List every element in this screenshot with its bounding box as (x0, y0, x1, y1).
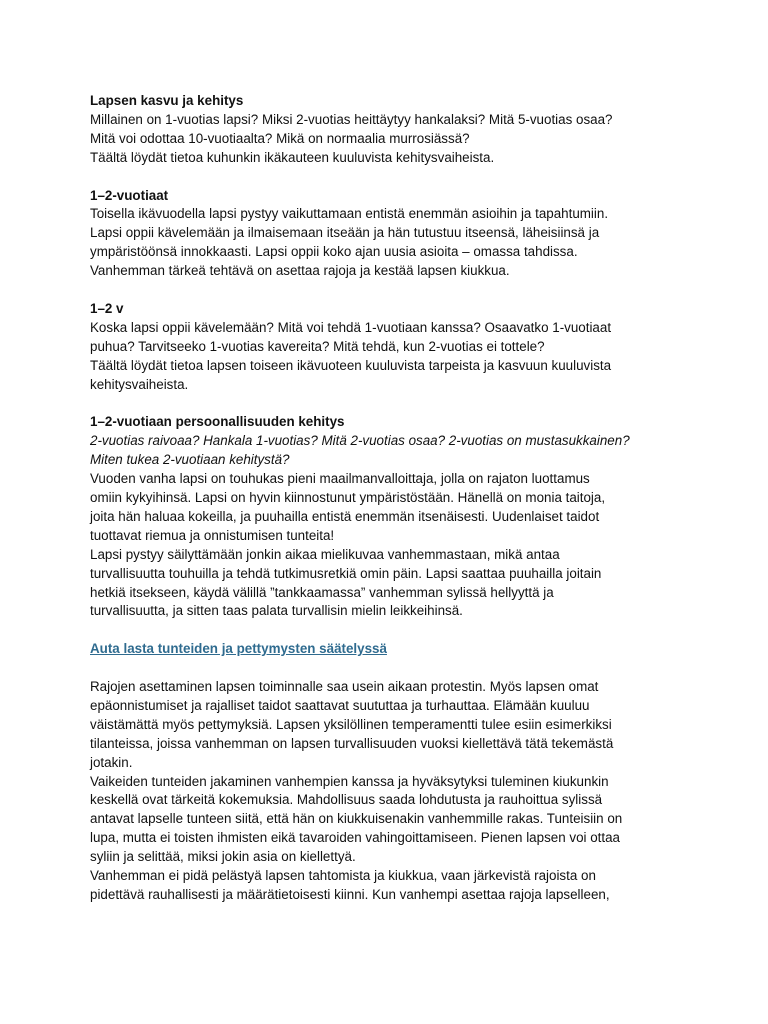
text-line: jotakin. (90, 754, 133, 770)
text-line: Vanhemman tärkeä tehtävä on asettaa rajoja ja kestää lapsen kiukkua. (90, 263, 510, 279)
text-line: keskellä ovat tärkeitä kokemuksia. Mahdollisuus saada lohdutusta ja rauhoittua sylissä (90, 792, 603, 808)
text-line: syliin ja selittää, miksi jokin asia on kiellettyä. (90, 849, 356, 865)
text-line: pidettävä rauhallisesti ja määrätietoisesti kiinni. Kun vanhempi asettaa rajoja lapselleen, (90, 886, 610, 902)
heading-toddlers: 1–2-vuotiaat (90, 187, 169, 203)
text-line: Täältä löydät tietoa kuhunkin ikäkauteen kuuluvista kehitysvaiheista. (90, 149, 495, 165)
text-line: väistämättä myös pettymyksiä. Lapsen yksilöllinen temperamentti tulee esiin esimerkiksi (90, 716, 612, 732)
text-line: hetkiä itsekseen, käydä välillä ”tankkaamassa” vanhemman sylissä hellyyttä ja (90, 584, 554, 600)
paragraph-gap (90, 394, 690, 413)
text-line: Lapsi oppii kävelemään ja ilmaisemaan itseään ja hän tutustuu itseensä, läheisiinsä ja (90, 225, 600, 241)
text-line: omiin kykyihinsä. Lapsi on hyvin kiinnostunut ympäristöstään. Hänellä on monia taitoja, (90, 489, 606, 505)
text-line: Lapsi pystyy säilyttämään jonkin aikaa mielikuvaa vanhemmastaan, mikä antaa (90, 546, 560, 562)
text-line: Vanhemman ei pidä pelästyä lapsen tahtomista ja kiukkua, vaan järkevistä rajoista on (90, 868, 596, 884)
italic-line: Miten tukea 2-vuotiaan kehitystä? (90, 452, 290, 468)
italic-line: 2-vuotias raivoaa? Hankala 1-vuotias? Mitä 2-vuotias osaa? 2-vuotias on mustasukkainen? (90, 433, 630, 449)
text-line: lupa, mutta ei toisten ihmisten eikä tavaroiden vahingoittamiseen. Pienen lapsen voi ottaa (90, 830, 620, 846)
text-line: Vuoden vanha lapsi on touhukas pieni maailmanvalloittaja, jolla on rajaton luottamus (90, 471, 590, 487)
heading-personality: 1–2-vuotiaan persoonallisuuden kehitys (90, 414, 345, 430)
text-line: puhua? Tarvitseeko 1-vuotias kavereita? Mitä tehdä, kun 2-vuotias ei tottele? (90, 338, 545, 354)
text-line: Täältä löydät tietoa lapsen toiseen ikävuoteen kuuluvista tarpeista ja kasvuun kuuluvista (90, 357, 612, 373)
paragraph-gap (90, 659, 690, 678)
text-line: tuottavat riemua ja onnistumisen tunteita! (90, 527, 335, 543)
text-line: ympäristöönsä innokkaasti. Lapsi oppii koko ajan uusia asioita – omassa tahdissa. (90, 244, 578, 260)
text-line: Koska lapsi oppii kävelemään? Mitä voi tehdä 1-vuotiaan kanssa? Osaavatko 1-vuotiaat (90, 319, 612, 335)
text-line: joita hän haluaa kokeilla, ja puuhailla entistä enemmän itsenäisesti. Uudenlaiset taidot (90, 508, 600, 524)
text-line: Vaikeiden tunteiden jakaminen vanhempien kanssa ja hyväksytyksi tuleminen kiukunkin (90, 773, 609, 789)
paragraph-gap (90, 281, 690, 300)
paragraph-gap (90, 168, 690, 187)
text-line: Mitä voi odottaa 10-vuotiaalta? Mikä on normaalia murrosiässä? (90, 130, 470, 146)
heading-age-1-2: 1–2 v (90, 300, 124, 316)
text-line: tilanteissa, joissa vanhemman on lapsen turvallisuuden vuoksi kiellettävä tätä tekemästä (90, 735, 614, 751)
heading-growth-development: Lapsen kasvu ja kehitys (90, 93, 244, 108)
text-line: epäonnistumiset ja rajalliset taidot saattavat suututtaa ja turhauttaa. Elämään kuuluu (90, 697, 590, 713)
text-line: turvallisuutta touhuilla ja tehdä tutkimusretkiä omin päin. Lapsi saattaa puuhailla joitain (90, 565, 602, 581)
link-line (90, 640, 690, 659)
emotions-regulation-link[interactable]: Auta lasta tunteiden ja pettymysten säätelyssä (90, 641, 387, 657)
paragraph-gap (90, 621, 690, 640)
document-page (90, 92, 690, 905)
text-line: antavat lapselle tunteen siitä, että hän on kiukkuisenakin vanhemmille rakas. Tunteisiin on (90, 811, 623, 827)
text-line: kehitysvaiheista. (90, 376, 189, 392)
text-line: Toisella ikävuodella lapsi pystyy vaikuttamaan entistä enemmän asioihin ja tapahtumiin. (90, 206, 609, 222)
text-line: Millainen on 1-vuotias lapsi? Miksi 2-vuotias heittäytyy hankalaksi? Mitä 5-vuotias osaa? (90, 111, 613, 127)
text-line: turvallisuutta, ja sitten taas palata turvallisin mielin leikkeihinsä. (90, 603, 463, 619)
text-line: Rajojen asettaminen lapsen toiminnalle saa usein aikaan protestin. Myös lapsen omat (90, 679, 599, 695)
